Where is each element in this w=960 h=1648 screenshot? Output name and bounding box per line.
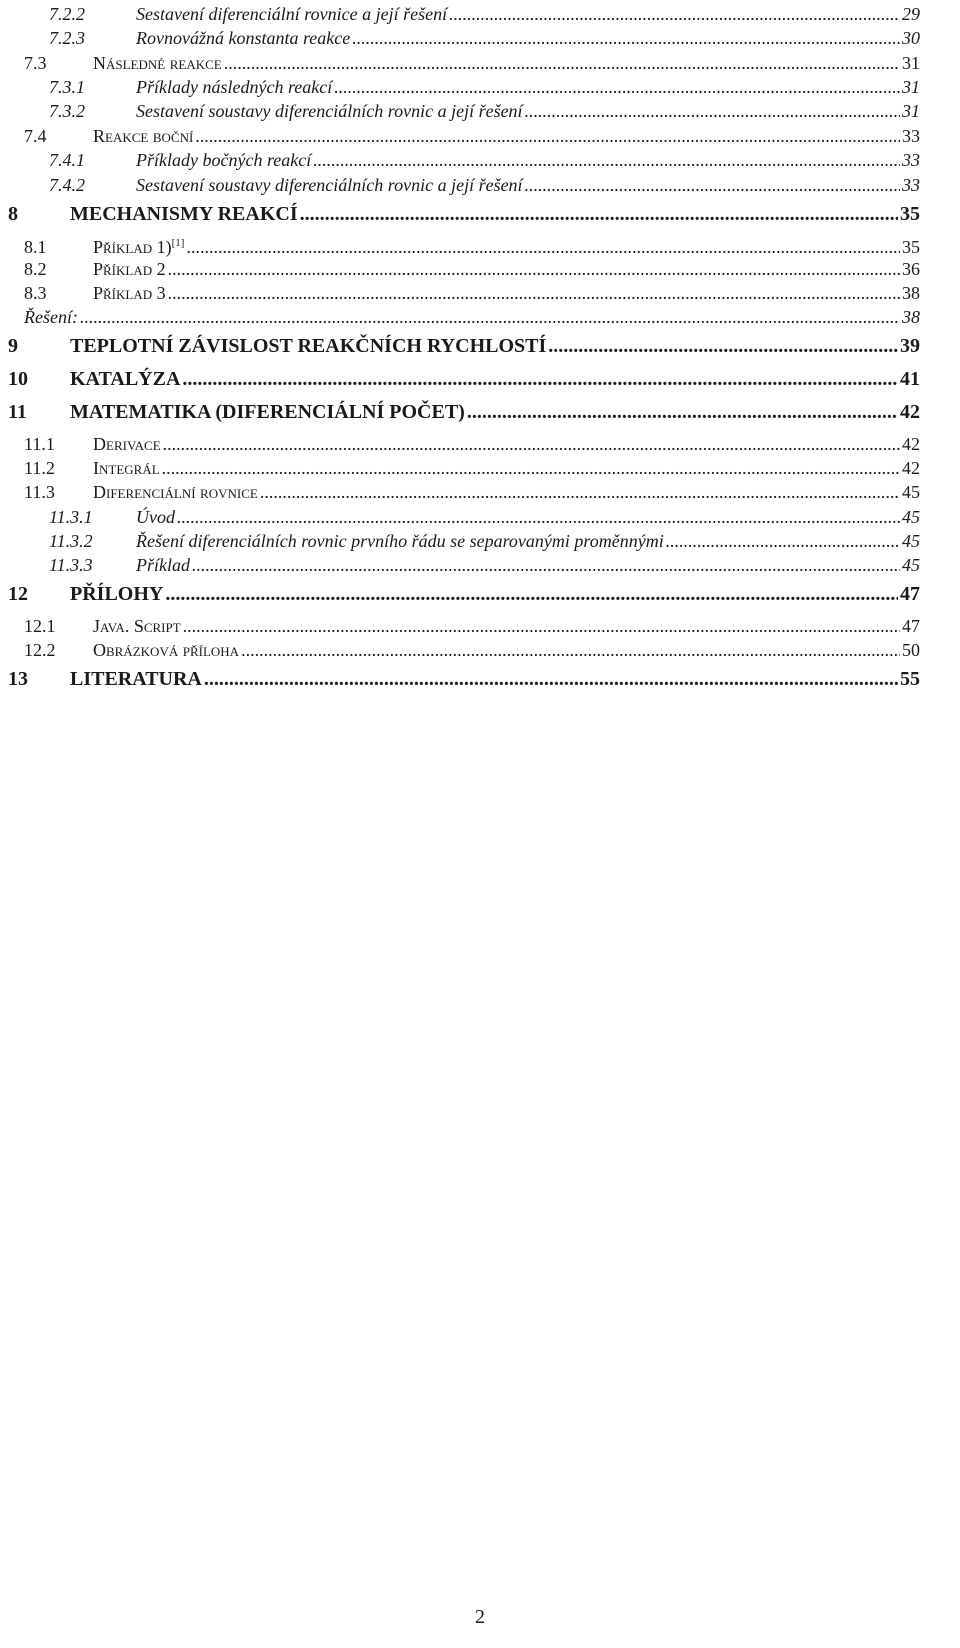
toc-entry-title-line [136, 171, 920, 199]
toc-entry-number: 11.3 [24, 482, 55, 502]
toc-entry-number: 11.3.2 [49, 531, 93, 551]
toc-entry-title[interactable] [24, 303, 78, 331]
toc-entry-title-text: Příklad 1) [93, 237, 172, 257]
toc-entry-title[interactable] [70, 365, 180, 393]
toc-entry-title-text: Příklad 2 [93, 259, 166, 279]
toc-entry-title-line [136, 551, 920, 579]
toc-entry-title-line [136, 24, 920, 52]
toc-entry-title-line [70, 398, 920, 426]
toc-entry-page: 35 [902, 237, 920, 257]
toc-entry-title-text: PŘÍLOHY [70, 583, 164, 605]
toc-entry[interactable] [0, 24, 960, 52]
toc-entry-page: 31 [902, 53, 920, 73]
toc-entry-title-text: Obrázková příloha [93, 640, 240, 660]
toc-entry-title-line [93, 636, 920, 664]
toc-entry-title[interactable] [136, 97, 523, 125]
toc-entry-title-text: LITERATURA [70, 668, 202, 690]
toc-entry-number: 11.3.3 [49, 555, 93, 575]
dot-leader [548, 332, 898, 360]
toc-entry-title-text: Příklad [136, 555, 190, 575]
toc-entry-page: 42 [900, 401, 920, 423]
toc-entry-page: 33 [902, 175, 920, 195]
toc-entry-number: 12.1 [24, 616, 56, 636]
toc-entry-title[interactable] [136, 146, 311, 174]
toc-entry-title-text: Sestavení diferenciální rovnice a její řešení [136, 4, 448, 24]
toc-entry-title[interactable] [93, 636, 239, 664]
toc-entry-page: 55 [900, 668, 920, 690]
toc-entry-title-line [24, 303, 920, 331]
toc-entry-title-line [70, 580, 920, 608]
dot-leader [192, 551, 900, 579]
toc-entry-title[interactable] [136, 171, 523, 199]
toc-entry-title[interactable] [70, 580, 163, 608]
toc-entry-number: 7.3.2 [49, 101, 85, 121]
toc-entry[interactable] [0, 636, 960, 664]
toc-entry[interactable] [0, 478, 960, 506]
toc-entry-title-text: Řešení diferenciálních rovnic prvního řádu se separovanými proměnnými [136, 531, 664, 551]
toc-entry-number: 7.4.1 [49, 150, 85, 170]
toc-entry-title-text: Java. Script [93, 616, 181, 636]
toc-entry-title-text: Sestavení soustavy diferenciálních rovnic a její řešení [136, 175, 523, 195]
toc-entry-title[interactable] [136, 24, 350, 52]
toc-entry-number: 9 [8, 335, 18, 357]
citation-superscript: [1] [171, 237, 185, 249]
toc-entry-title[interactable] [70, 332, 546, 360]
toc-entry-title-text: Příklad 3 [93, 283, 166, 303]
toc-entry-page: 33 [902, 150, 920, 170]
toc-entry-page: 50 [902, 640, 920, 660]
toc-entry-title-text: Řešení: [24, 307, 78, 327]
dot-leader [352, 24, 900, 52]
dot-leader [300, 200, 898, 228]
toc-entry-title-line [136, 97, 920, 125]
toc-entry-number: 7.4.2 [49, 175, 85, 195]
toc-entry-title-text: MATEMATIKA (DIFERENCIÁLNÍ POČET) [70, 401, 465, 423]
toc-entry-page: 38 [902, 283, 920, 303]
toc-entry-title-text: Úvod [136, 507, 175, 527]
toc-entry-number: 7.3.1 [49, 77, 85, 97]
toc-entry-number: 11.1 [24, 434, 55, 454]
dot-leader [241, 636, 900, 664]
toc-entry-title-line [70, 200, 920, 228]
toc-entry-title-text: MECHANISMY REAKCÍ [70, 203, 298, 225]
toc-entry[interactable] [0, 398, 960, 426]
dot-leader [313, 146, 900, 174]
toc-entry-number: 7.4 [24, 126, 47, 146]
toc-entry-title-line [93, 478, 920, 506]
toc-entry-page: 45 [902, 507, 920, 527]
dot-leader [525, 171, 900, 199]
dot-leader [182, 365, 898, 393]
toc-entry-page: 31 [902, 101, 920, 121]
toc-entry-number: 13 [8, 668, 28, 690]
toc-entry-title-text: Rovnovážná konstanta reakce [136, 28, 351, 48]
dot-leader [165, 580, 898, 608]
toc-entry-title[interactable] [70, 665, 202, 693]
toc-entry-title-text: Reakce boční [93, 126, 194, 146]
toc-entry-title-text: Příklady následných reakcí [136, 77, 333, 97]
toc-entry-title[interactable] [70, 200, 298, 228]
toc-entry-title[interactable] [70, 398, 465, 426]
dot-leader [525, 97, 900, 125]
toc-entry-page: 30 [902, 28, 920, 48]
dot-leader [260, 478, 900, 506]
toc-entry-title[interactable] [136, 551, 190, 579]
toc-entry-title-text: Příklady bočných reakcí [136, 150, 312, 170]
page-number: 2 [475, 1606, 485, 1628]
toc-entry-page: 31 [902, 77, 920, 97]
toc-entry-title-text: Diferenciální rovnice [93, 482, 258, 502]
toc-entry-number: 7.3 [24, 53, 47, 73]
toc-entry-number: 8.3 [24, 283, 47, 303]
toc-entry-number: 11.3.1 [49, 507, 93, 527]
toc-entry-title-text: Sestavení soustavy diferenciálních rovnic a její řešení [136, 101, 523, 121]
dot-leader [204, 665, 898, 693]
toc-entry-title-text: TEPLOTNÍ ZÁVISLOST REAKČNÍCH RYCHLOSTÍ [70, 335, 547, 357]
toc-entry-page: 35 [900, 203, 920, 225]
toc-entry-page: 41 [900, 368, 920, 390]
toc-entry[interactable] [0, 551, 960, 579]
toc-entry[interactable] [0, 97, 960, 125]
toc-entry-page: 42 [902, 434, 920, 454]
toc-entry[interactable] [0, 332, 960, 360]
toc-entry-title-text: Derivace [93, 434, 161, 454]
toc-entry[interactable] [0, 665, 960, 693]
toc-entry-number: 12.2 [24, 640, 56, 660]
toc-entry-title-text: Následné reakce [93, 53, 222, 73]
toc-entry-page: 33 [902, 126, 920, 146]
toc-entry-title-text: KATALÝZA [70, 368, 181, 390]
toc-entry-page: 42 [902, 458, 920, 478]
toc-entry[interactable] [0, 200, 960, 228]
toc-entry-page: 47 [902, 616, 920, 636]
toc-entry-number: 12 [8, 583, 28, 605]
toc-entry-page: 45 [902, 482, 920, 502]
toc-entry-page: 29 [902, 4, 920, 24]
toc-entry-page: 39 [900, 335, 920, 357]
toc-entry-title-text: Integrál [93, 458, 160, 478]
toc-entry[interactable] [0, 171, 960, 199]
toc-entry-page: 45 [902, 531, 920, 551]
toc-entry-title-line [136, 146, 920, 174]
toc-entry-number: 11.2 [24, 458, 55, 478]
toc-entry-title-line [70, 365, 920, 393]
toc-entry-page: 47 [900, 583, 920, 605]
toc-entry-number: 7.2.3 [49, 28, 85, 48]
toc-entry-page: 38 [902, 307, 920, 327]
dot-leader [80, 303, 900, 331]
toc-entry-title-line [70, 665, 920, 693]
dot-leader [467, 398, 898, 426]
toc-entry-number: 8.1 [24, 237, 47, 257]
toc-entry[interactable] [0, 365, 960, 393]
toc-entry-number: 8 [8, 203, 18, 225]
toc-entry-title-line [70, 332, 920, 360]
toc-entry-page: 36 [902, 259, 920, 279]
toc-entry-number: 7.2.2 [49, 4, 85, 24]
toc-entry-number: 10 [8, 368, 28, 390]
toc-entry[interactable] [0, 580, 960, 608]
toc-entry-page: 45 [902, 555, 920, 575]
toc-entry[interactable] [0, 303, 960, 331]
toc-entry-title[interactable] [93, 478, 258, 506]
toc-entry-number: 8.2 [24, 259, 47, 279]
toc-entry-number: 11 [8, 401, 27, 423]
toc-entry[interactable] [0, 146, 960, 174]
